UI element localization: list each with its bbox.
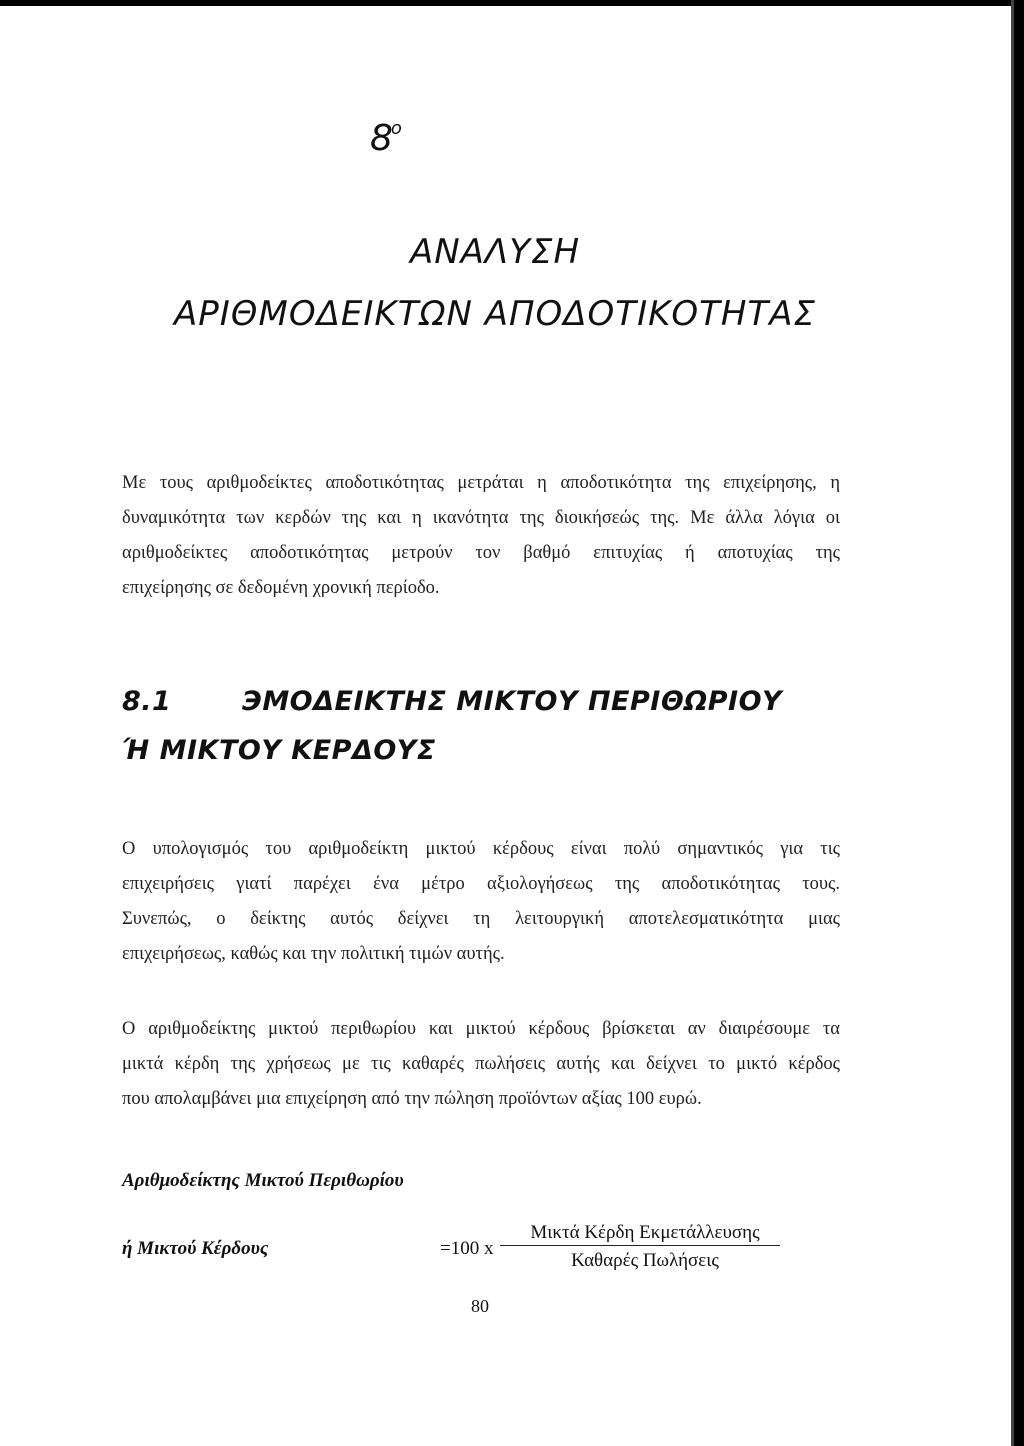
text-line: επιχειρήσεις γιατί παρέχει ένα μέτρο αξιολογήσεως της αποδοτικότητας τους.: [122, 874, 840, 894]
text-line: επιχειρήσεως, καθώς και την πολιτική τιμών αυτής.: [122, 944, 505, 964]
text-line: που απολαμβάνει μια επιχείρηση από την πώληση προϊόντων αξίας 100 ευρώ.: [122, 1089, 702, 1109]
text-line: Ο αριθμοδείκτης μικτού περιθωρίου και μικτού κέρδους βρίσκεται αν διαιρέσουμε τα: [122, 1019, 840, 1039]
scan-edge-right: [1014, 0, 1024, 1446]
formula-fraction: [500, 1222, 780, 1272]
fraction-bar: [500, 1245, 780, 1246]
formula-title: Αριθμοδείκτης Μικτού Περιθωρίου: [122, 1170, 404, 1191]
text-line: Ο υπολογισμός του αριθμοδείκτη μικτού κέρδους είναι πολύ σημαντικός για τις: [122, 839, 840, 859]
page-number: 80: [471, 1296, 489, 1316]
chapter-number: $8^o$: [370, 118, 400, 159]
section-heading-line-1: [122, 686, 782, 717]
ratio-definition-paragraph: [122, 1012, 840, 1117]
chapter-title-line-1: ΑΝΑΛΥΣΗ: [409, 232, 581, 272]
section-number: 8.1: [122, 686, 172, 717]
section-heading-line-2: Ή ΜΙΚΤΟΥ ΚΕΡΔΟΥΣ: [122, 735, 436, 766]
gross-margin-paragraph: [122, 832, 840, 972]
text-line: επιχείρησης σε δεδομένη χρονική περίοδο.: [122, 578, 440, 598]
fraction-denominator: Καθαρές Πωλήσεις: [571, 1250, 719, 1271]
text-line: δυναμικότητα των κερδών της και η ικανότητα της διοικήσεώς της. Με άλλα λόγια οι: [122, 508, 840, 528]
text-line: μικτά κέρδη της χρήσεως με τις καθαρές πωλήσεις αυτής και δείχνει το μικτό κέρδος: [122, 1054, 840, 1074]
fraction-numerator: Μικτά Κέρδη Εκμετάλλευσης: [530, 1222, 760, 1243]
chapter-title-line-2: ΑΡΙΘΜΟΔΕΙΚΤΩΝ ΑΠΟΔΟΤΙΚΟΤΗΤΑΣ: [173, 294, 816, 334]
text-line: Συνεπώς, ο δείκτης αυτός δείχνει τη λειτουργική αποτελεσματικότητα μιας: [122, 909, 840, 929]
text-line: Με τους αριθμοδείκτες αποδοτικότητας μετράται η αποδοτικότητα της επιχείρησης, η: [122, 473, 840, 493]
section-title: ЭΜΟΔΕΙΚΤΗΣ ΜΙΚΤΟΥ ΠΕΡΙΘΩΡΙΟΥ: [242, 686, 783, 717]
formula-left-label: ή Μικτού Κέρδους: [122, 1238, 269, 1259]
text-line: αριθμοδείκτες αποδοτικότητας μετρούν τον βαθμό επιτυχίας ή αποτυχίας της: [122, 543, 840, 563]
formula-equals: =100 x: [440, 1238, 494, 1259]
intro-paragraph: [122, 466, 840, 606]
scan-edge-top: [0, 0, 1024, 6]
